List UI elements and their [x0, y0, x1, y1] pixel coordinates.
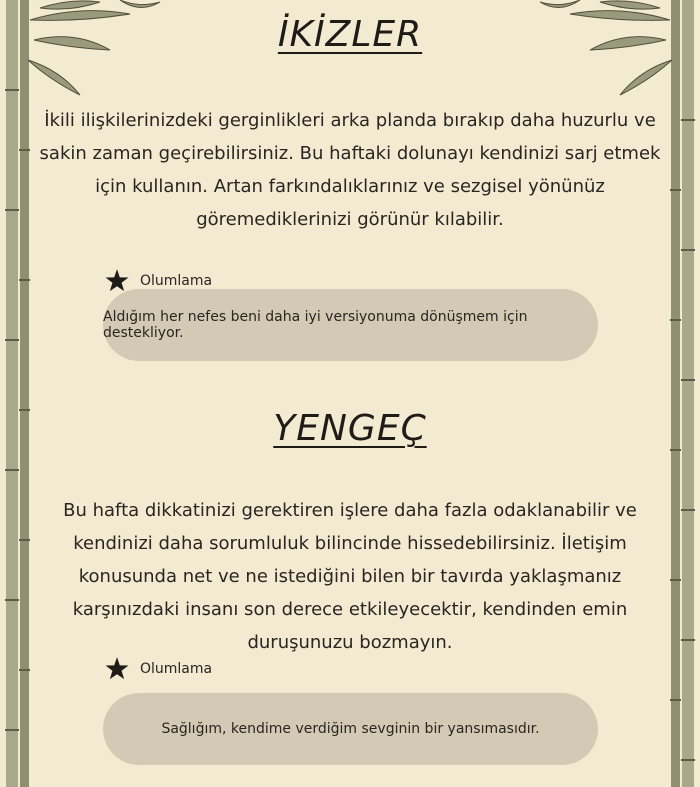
- affirmation-label-text: Olumlama: [140, 273, 213, 289]
- section-paragraph: İkili ilişkilerinizdeki gerginlikleri arka planda bırakıp daha huzurlu ve sakin zaman geçirebilirsiniz. Bu haftaki dolunayı kendinizi sarj etmek için kullanın. Artan farkındalıklarınız ve sezgisel yönünüz göremediklerinizi görünür kılabilir.: [39, 110, 661, 230]
- affirmation-box: [103, 289, 598, 361]
- affirmation-box: [103, 693, 598, 765]
- affirmation-label-text: Olumlama: [140, 661, 213, 677]
- affirmation-label: [104, 656, 212, 682]
- section-paragraph: Bu hafta dikkatinizi gerektiren işlere daha fazla odaklanabilir ve kendinizi daha sorumluluk bilincinde hissedebilirsiniz. İletişim konusunda net ve ne istediğini bilen bir tavırda yaklaşmanız karşınızdaki insanı son derece etkileyecektir, kendinden emin duruşunuzu bozmayın.: [63, 500, 637, 653]
- affirmation-text: Sağlığım, kendime verdiğim sevginin bir yansımasıdır.: [161, 721, 540, 737]
- section-title-yengec: YENGEÇ: [273, 408, 427, 449]
- section-title-ikizler: İKİZLER: [277, 14, 423, 55]
- star-icon: [104, 656, 130, 682]
- affirmation-text: Aldığım her nefes beni daha iyi versiyonuma dönüşmem için destekliyor.: [103, 309, 528, 341]
